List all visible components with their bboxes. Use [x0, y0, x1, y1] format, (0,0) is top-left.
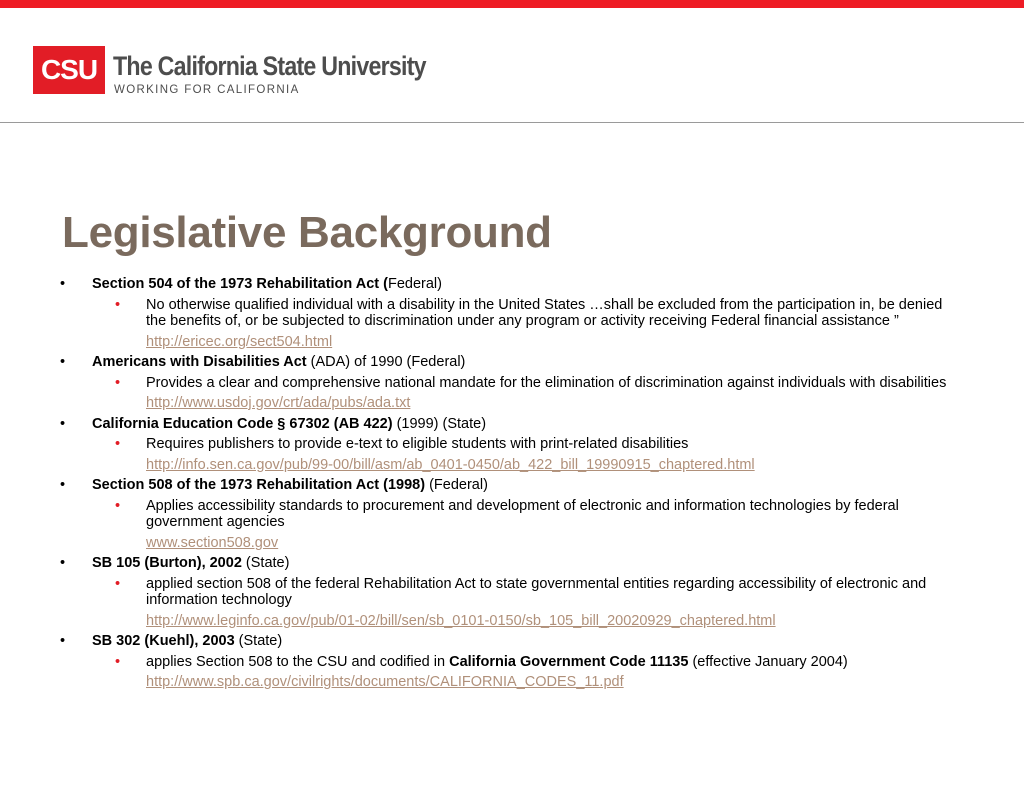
sub-bullet-item: [0, 436, 1024, 453]
item-heading: Americans with Disabilities Act: [92, 354, 307, 370]
sub-bullet-item: [0, 654, 1024, 671]
item-heading: Section 504 of the 1973 Rehabilitation Act (: [92, 276, 388, 292]
bullet-item: [0, 416, 1024, 433]
sub-bullet-icon: •: [115, 436, 121, 452]
bullet-item: [0, 633, 1024, 650]
sub-bullet-item: [0, 576, 1024, 609]
item-detail: (State): [241, 555, 290, 571]
sub-text-bold: California Government Code 11135: [449, 653, 689, 670]
sub-text: No otherwise qualified individual with a disability in the United States …shall be excluded from the participation in, be denied the benefits of, or be subjected to discrimination under any program or activity receiving Federal financial assistance ”: [146, 296, 943, 329]
sub-bullet-icon: •: [115, 296, 121, 313]
top-accent-bar: [0, 0, 1024, 8]
org-name: The California State University: [113, 51, 426, 81]
sub-text-post: (effective January 2004): [688, 653, 848, 670]
item-detail: Federal): [387, 276, 442, 292]
sub-bullet-icon: •: [115, 497, 121, 514]
bullet-item: [0, 276, 1024, 293]
bullet-item: [0, 555, 1024, 572]
sub-bullet-item: [0, 375, 1024, 392]
sub-text: Provides a clear and comprehensive national mandate for the elimination of discrimination against individuals with disabilities: [146, 374, 947, 391]
reference-link[interactable]: http://ericec.org/sect504.html: [146, 333, 333, 350]
item-heading: California Education Code § 67302 (AB 422): [92, 415, 393, 432]
reference-link[interactable]: http://www.leginfo.ca.gov/pub/01-02/bill/sen/sb_0101-0150/sb_105_bill_20020929_chaptered.html: [146, 612, 776, 629]
slide-title: Legislative Background: [62, 208, 552, 257]
reference-link[interactable]: www.section508.gov: [146, 534, 279, 551]
bullet-dot-icon: •: [60, 633, 66, 649]
bullet-item: [0, 354, 1024, 371]
sub-bullet-icon: •: [115, 653, 121, 670]
bullet-dot-icon: •: [60, 477, 66, 493]
sub-bullet-item: [0, 297, 1024, 330]
bullet-dot-icon: •: [60, 354, 66, 370]
sub-bullet-icon: •: [115, 374, 121, 391]
bullet-dot-icon: •: [60, 555, 66, 571]
sub-text: Requires publishers to provide e-text to eligible students with print-related disabilities: [146, 436, 689, 452]
item-heading: SB 302 (Kuehl), 2003: [92, 633, 235, 649]
item-heading: Section 508 of the 1973 Rehabilitation Act (1998): [92, 477, 426, 493]
sub-text-pre: applies Section 508 to the CSU and codified in: [146, 653, 450, 670]
item-detail: (ADA) of 1990 (Federal): [306, 354, 466, 370]
sub-text: Applies accessibility standards to procurement and development of electronic and information technologies by federal government agencies: [146, 497, 899, 530]
logo-mark: CSU: [40, 54, 98, 85]
item-heading: SB 105 (Burton), 2002: [92, 555, 242, 571]
item-detail: (State): [234, 633, 283, 649]
org-tagline: WORKING FOR CALIFORNIA: [114, 84, 300, 96]
csu-logo: [33, 46, 105, 94]
sub-bullet-item: [0, 498, 1024, 531]
reference-link[interactable]: http://www.spb.ca.gov/civilrights/documents/CALIFORNIA_CODES_11.pdf: [146, 674, 624, 690]
reference-link[interactable]: http://www.usdoj.gov/crt/ada/pubs/ada.txt: [146, 395, 411, 411]
slide-body: [0, 276, 1024, 695]
sub-text: applied section 508 of the federal Rehabilitation Act to state governmental entities regarding accessibility of electronic and information technology: [146, 575, 927, 608]
header-divider: [0, 122, 1024, 123]
bullet-item: [0, 477, 1024, 494]
bullet-dot-icon: •: [60, 415, 66, 432]
bullet-dot-icon: •: [60, 276, 66, 292]
item-detail: (Federal): [425, 477, 488, 493]
reference-link[interactable]: http://info.sen.ca.gov/pub/99-00/bill/asm/ab_0401-0450/ab_422_bill_19990915_chaptered.html: [146, 456, 755, 473]
item-detail: (1999) (State): [392, 415, 487, 432]
sub-bullet-icon: •: [115, 575, 121, 592]
